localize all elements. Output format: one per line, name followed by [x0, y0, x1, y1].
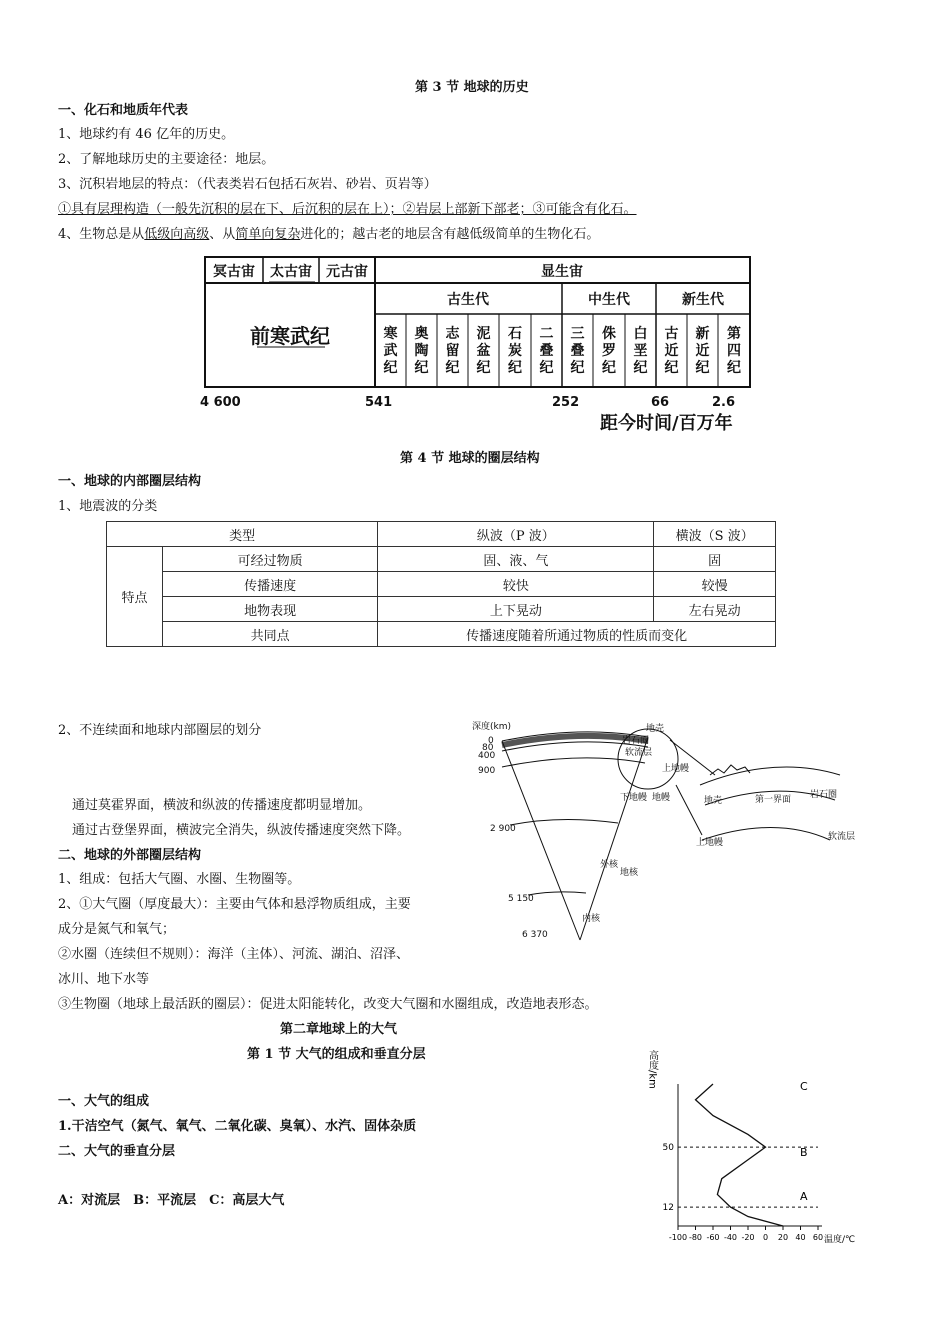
cell: 上下晃动 — [378, 597, 654, 622]
cell: 地物表现 — [163, 597, 378, 622]
layer-mantle: 地幔 — [652, 793, 671, 803]
temperature-curve — [696, 1084, 784, 1226]
depth-400: 400 — [478, 751, 496, 761]
x-tick-label: 20 — [777, 1233, 789, 1242]
era-mesozoic: 中生代 — [588, 292, 630, 308]
header-s-wave: 横波（S 波） — [654, 522, 776, 547]
earth-interior-diagram — [470, 715, 870, 947]
x-tick-label: -20 — [741, 1233, 755, 1242]
period-label: 白垩纪 — [633, 326, 648, 376]
layer-label-b: B — [800, 1146, 808, 1159]
zoom-moho: 第一界面 — [755, 795, 792, 805]
layer-upper-mantle: 上地幔 — [662, 764, 690, 774]
table-row — [107, 597, 776, 622]
depth-title: 深度(km) — [472, 722, 512, 732]
layer-outer-core: 外核 — [600, 860, 619, 870]
precambrian-label: 前寒武纪 — [250, 324, 330, 348]
external-p1: 1、组成：包括大气圈、水圈、生物圈等。 — [58, 872, 301, 887]
section-4-title: 第 4 节 地球的圈层结构 — [400, 451, 540, 466]
period-label: 石炭纪 — [508, 326, 522, 376]
period-label: 古近纪 — [664, 326, 679, 376]
eon-phanerozoic: 显生宙 — [541, 264, 583, 280]
cell: 固 — [654, 547, 776, 572]
layer-lithosphere: 岩石圈 — [622, 736, 650, 746]
tick-252: 252 — [552, 395, 580, 410]
layer-label-a: A — [800, 1190, 808, 1203]
header-p-wave: 纵波（P 波） — [378, 522, 654, 547]
tick-66: 66 — [651, 395, 670, 410]
x-tick-label: 60 — [812, 1233, 824, 1242]
zoom-asthenosphere: 软流层 — [828, 832, 856, 842]
para-2: 2、了解地球历史的主要途径：地层。 — [58, 152, 275, 167]
era-cenozoic: 新生代 — [682, 292, 724, 308]
period-label: 寒武纪 — [383, 326, 398, 376]
period-label: 三叠纪 — [570, 326, 585, 376]
x-axis-label: 温度/℃ — [824, 1235, 856, 1245]
zoom-crust: 地壳 — [704, 796, 723, 806]
tick-541: 541 — [365, 395, 393, 410]
para-5e: 进化的；越古老的地层含有越低级简单的生物化石。 — [300, 227, 600, 242]
depth-2900: 2 900 — [490, 824, 516, 834]
eon-archean: 太古宙 — [270, 264, 312, 280]
para-5b: 低级向高级 — [144, 227, 210, 242]
y-tick-label: 12 — [662, 1203, 674, 1214]
x-tick-label: -80 — [688, 1233, 703, 1242]
chapter-2-title: 第二章地球上的大气 — [280, 1022, 398, 1037]
seismic-intro: 1、地震波的分类 — [58, 499, 158, 514]
layer-lower-mantle: 下地幔 — [620, 793, 648, 803]
period-label: 奥陶纪 — [414, 326, 429, 376]
layer-crust: 地壳 — [646, 724, 665, 734]
cell: 固、液、气 — [378, 547, 654, 572]
moho-text: 通过莫霍界面，横波和纵波的传播速度都明显增加。 — [72, 798, 372, 813]
table-row — [107, 622, 776, 647]
para-4: ①具有层理构造（一般先沉积的层在下、后沉积的层在上）；②岩层上部新下部老；③可能含有化石。 — [58, 202, 637, 217]
external-p2: 2、①大气圈（厚度最大）：主要由气体和悬浮物质组成，主要 — [58, 897, 411, 912]
atm-composition-text: 1.干洁空气（氮气、氧气、二氧化碳、臭氧）、水汽、固体杂质 — [58, 1119, 417, 1134]
period-label: 新近纪 — [695, 326, 710, 376]
period-label: 二叠纪 — [539, 326, 554, 376]
gutenberg-text: 通过古登堡界面，横波完全消失，纵波传播速度突然下降。 — [72, 823, 411, 838]
y-tick-label: 50 — [662, 1143, 674, 1154]
external-p6: ③生物圈（地球上最活跃的圈层）：促进太阳能转化，改变大气圈和水圈组成，改造地表形态。 — [58, 997, 598, 1012]
era-paleozoic: 古生代 — [447, 292, 489, 308]
depth-900: 900 — [478, 766, 496, 776]
discontinuity-intro: 2、不连续面和地球内部圈层的划分 — [58, 723, 262, 738]
cell: 左右晃动 — [654, 597, 776, 622]
heading-fossils: 一、化石和地质年代表 — [58, 103, 189, 118]
para-5a: 4、生物总是从 — [58, 227, 145, 242]
layer-asthenosphere: 软流层 — [625, 748, 653, 758]
depth-6370: 6 370 — [522, 930, 548, 940]
tick-4600: 4 600 — [200, 395, 241, 410]
chapter-2-section-title: 第 1 节 大气的组成和垂直分层 — [247, 1047, 426, 1062]
table-row — [107, 572, 776, 597]
x-tick-label: -60 — [706, 1233, 720, 1242]
seismic-table — [106, 521, 776, 647]
geologic-timeline — [195, 254, 765, 436]
zoom-lithosphere: 岩石圈 — [810, 790, 838, 800]
x-tick-label: 40 — [795, 1233, 806, 1242]
depth-5150: 5 150 — [508, 894, 534, 904]
depth-0: 0 — [488, 736, 494, 746]
zoom-upper-mantle: 上地幔 — [696, 838, 724, 848]
para-5d: 简单向复杂 — [235, 227, 301, 242]
atmosphere-temperature-chart — [640, 1040, 870, 1250]
period-label: 泥盆纪 — [476, 326, 491, 376]
period-label: 侏罗纪 — [602, 326, 616, 376]
cell: 传播速度 — [163, 572, 378, 597]
table-row — [107, 547, 776, 572]
external-p4: ②水圈（连续但不规则）：海洋（主体）、河流、湖泊、沼泽、 — [58, 947, 410, 962]
tick-2-6: 2.6 — [712, 395, 736, 410]
cell: 传播速度随着所通过物质的性质而变化 — [378, 622, 776, 647]
para-5c: 、从 — [209, 227, 236, 242]
layer-label-c: C — [800, 1080, 808, 1093]
heading-internal: 一、地球的内部圈层结构 — [58, 474, 202, 489]
layer-inner-core: 内核 — [582, 914, 601, 924]
depth-80: 80 — [482, 743, 494, 753]
period-label: 志留纪 — [445, 326, 460, 376]
x-tick-label: 0 — [762, 1233, 769, 1242]
para-3: 3、沉积岩地层的特点：（代表类岩石包括石灰岩、砂岩、页岩等） — [58, 177, 437, 192]
eon-hadean: 冥古宙 — [213, 264, 255, 280]
cell: 共同点 — [163, 622, 378, 647]
x-tick-label: -100 — [668, 1233, 688, 1242]
x-tick-label: -40 — [723, 1233, 738, 1242]
cell: 较慢 — [654, 572, 776, 597]
table-row — [107, 522, 776, 547]
para-1: 1、地球约有 46 亿年的历史。 — [58, 127, 235, 142]
eon-proterozoic: 元古宙 — [326, 264, 368, 280]
para-5 — [58, 223, 599, 242]
header-type: 类型 — [107, 522, 378, 547]
external-p3: 成分是氮气和氧气； — [58, 922, 176, 937]
external-p5: 冰川、地下水等 — [58, 972, 150, 987]
cell: 可经过物质 — [163, 547, 378, 572]
heading-atm-layers: 二、大气的垂直分层 — [58, 1144, 176, 1159]
heading-atm-composition: 一、大气的组成 — [58, 1094, 150, 1109]
layer-core: 地核 — [620, 868, 639, 878]
group-features: 特点 — [107, 547, 163, 647]
cell: 较快 — [378, 572, 654, 597]
timeline-unit: 距今时间/百万年 — [600, 413, 733, 434]
atm-layer-names: A：对流层 B：平流层 C：高层大气 — [58, 1193, 285, 1208]
heading-external: 二、地球的外部圈层结构 — [58, 848, 202, 863]
section-3-title: 第 3 节 地球的历史 — [415, 80, 529, 95]
period-label: 第四纪 — [727, 326, 741, 376]
y-axis-label: 高度/km — [646, 1050, 658, 1089]
